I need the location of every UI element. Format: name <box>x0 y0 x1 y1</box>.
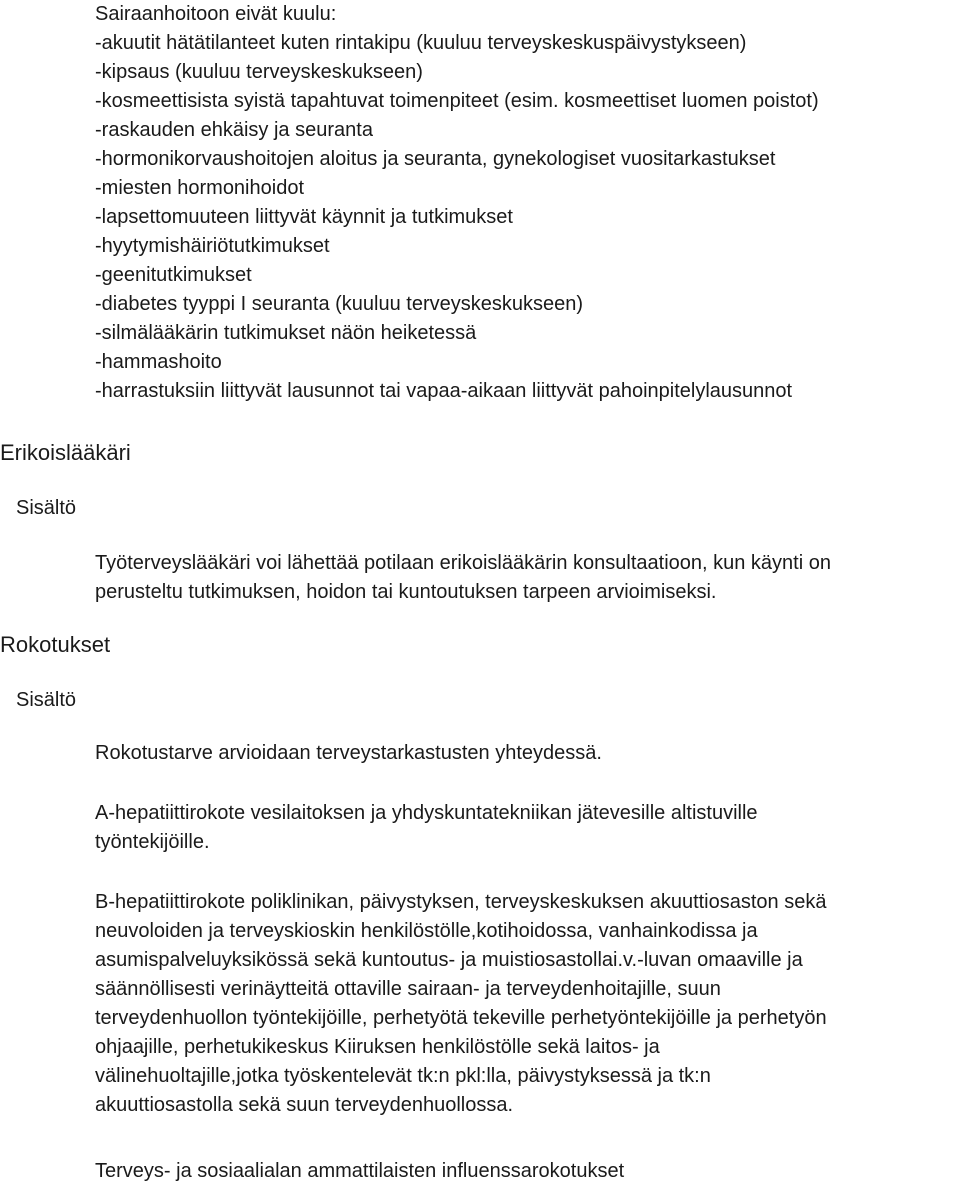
vaccination-paragraph-2 <box>95 799 758 857</box>
paragraph-line: välinehuoltajille,jotka työskentelevät tk:n pkl:lla, päivystyksessä ja tk:n <box>95 1065 711 1087</box>
section-heading-vaccinations: Rokotukset <box>0 632 111 657</box>
paragraph-line: neuvoloiden ja terveyskioskin henkilöstölle,kotihoidossa, vanhainkodissa ja <box>95 920 758 942</box>
paragraph-line: ohjaajille, perhetukikeskus Kiiruksen henkilöstölle sekä laitos- ja <box>95 1036 660 1058</box>
paragraph-line: säännöllisesti verinäytteitä ottaville sairaan- ja terveydenhoitajille, suun <box>95 978 721 1000</box>
excluded-services-title: Sairaanhoitoon eivät kuulu: <box>95 3 337 25</box>
vaccination-paragraph-3 <box>95 888 827 1120</box>
vaccination-paragraph-4 <box>95 1157 624 1186</box>
excluded-services-list <box>95 0 819 406</box>
list-item: -hyytymishäiriötutkimukset <box>95 235 330 257</box>
list-item: -lapsettomuuteen liittyvät käynnit ja tutkimukset <box>95 206 513 228</box>
paragraph-line: perusteltu tutkimuksen, hoidon tai kuntoutuksen tarpeen arvioimiseksi. <box>95 581 717 603</box>
paragraph-line: A-hepatiittirokote vesilaitoksen ja yhdyskuntatekniikan jätevesille altistuville <box>95 802 758 824</box>
list-item: -hormonikorvaushoitojen aloitus ja seuranta, gynekologiset vuositarkastukset <box>95 148 776 170</box>
content-label-vaccinations: Sisältö <box>16 689 77 711</box>
paragraph-line: asumispalveluyksikössä sekä kuntoutus- ja muistiosastollai.v.-luvan omaaville ja <box>95 949 803 971</box>
list-item: -harrastuksiin liittyvät lausunnot tai vapaa-aikaan liittyvät pahoinpitelylausunnot <box>95 380 793 402</box>
list-item: -diabetes tyyppi I seuranta (kuuluu terveyskeskukseen) <box>95 293 584 315</box>
specialist-paragraph <box>95 549 831 607</box>
list-item: -silmälääkärin tutkimukset näön heiketessä <box>95 322 477 344</box>
paragraph-line: Rokotustarve arvioidaan terveystarkastusten yhteydessä. <box>95 742 602 764</box>
list-item: -akuutit hätätilanteet kuten rintakipu (kuuluu terveyskeskuspäivystykseen) <box>95 32 747 54</box>
paragraph-line: akuuttiosastolla sekä suun terveydenhuollossa. <box>95 1094 514 1116</box>
list-item: -miesten hormonihoidot <box>95 177 304 199</box>
list-item: -raskauden ehkäisy ja seuranta <box>95 119 373 141</box>
paragraph-line: Työterveyslääkäri voi lähettää potilaan erikoislääkärin konsultaatioon, kun käynti on <box>95 552 831 574</box>
paragraph-line: B-hepatiittirokote poliklinikan, päivystyksen, terveyskeskuksen akuuttiosaston sekä <box>95 891 827 913</box>
paragraph-line: Terveys- ja sosiaalialan ammattilaisten influenssarokotukset <box>95 1160 625 1182</box>
content-label-specialist: Sisältö <box>16 497 77 519</box>
paragraph-line: työntekijöille. <box>95 831 210 853</box>
section-heading-specialist: Erikoislääkäri <box>0 440 131 465</box>
paragraph-line: terveydenhuollon työntekijöille, perhetyötä tekeville perhetyöntekijöille ja perhetyön <box>95 1007 827 1029</box>
list-item: -geenitutkimukset <box>95 264 252 286</box>
list-item: -hammashoito <box>95 351 222 373</box>
list-item: -kosmeettisista syistä tapahtuvat toimenpiteet (esim. kosmeettiset luomen poistot) <box>95 90 819 112</box>
list-item: -kipsaus (kuuluu terveyskeskukseen) <box>95 61 423 83</box>
vaccination-paragraph-1 <box>95 739 602 768</box>
